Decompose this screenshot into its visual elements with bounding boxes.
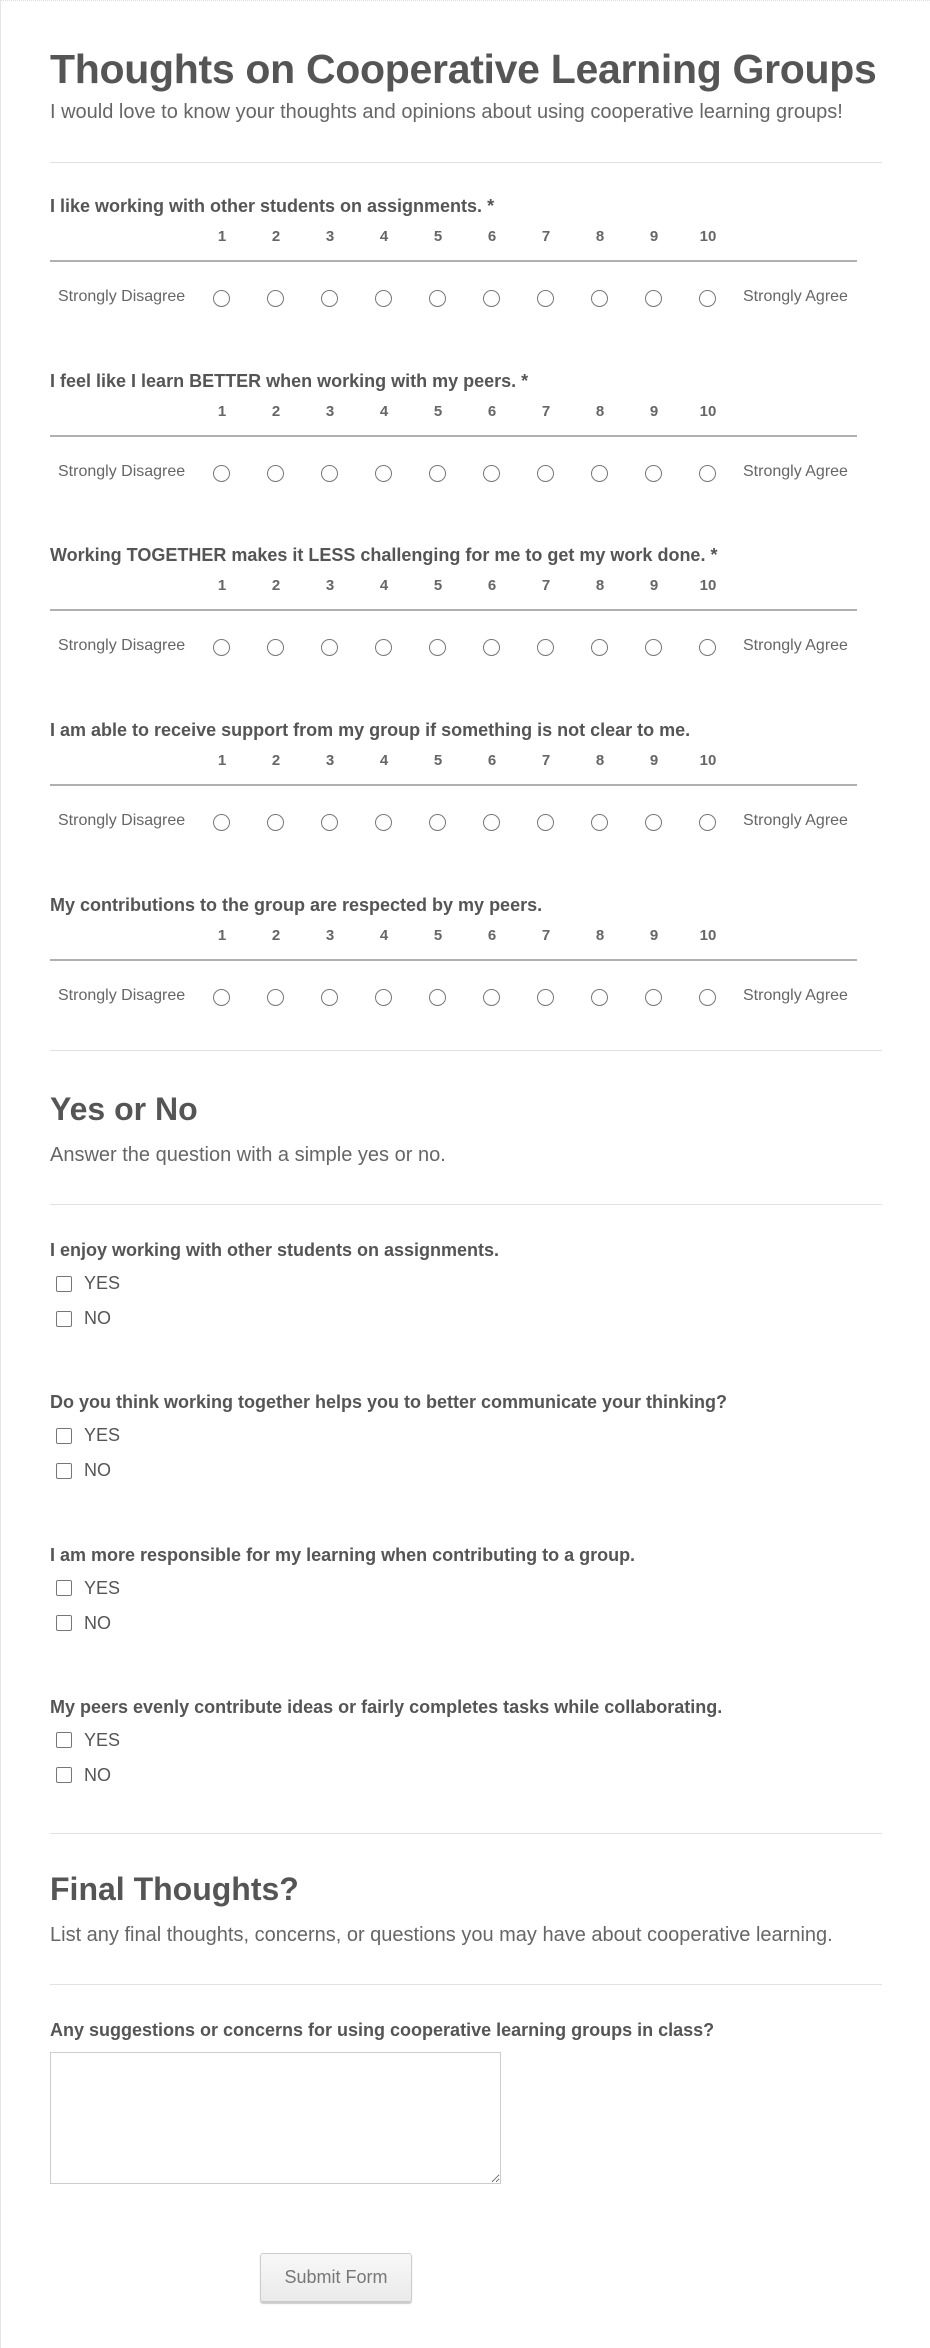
question-label: I like working with other students on assignments. * — [50, 196, 495, 216]
rating-radio-4[interactable] — [375, 465, 392, 482]
question-label: My contributions to the group are respected by my peers. — [50, 894, 543, 915]
scale-number: 1 — [217, 402, 227, 420]
divider — [50, 162, 882, 163]
rating-radio-2[interactable] — [267, 465, 284, 482]
submit-button[interactable]: Submit Form — [260, 2253, 412, 2302]
rating-radio-10[interactable] — [699, 290, 716, 307]
scale-number: 8 — [595, 402, 605, 420]
option-label: YES — [84, 1425, 121, 1446]
option-yes[interactable] — [56, 1578, 120, 1599]
rating-radio-5[interactable] — [429, 814, 446, 831]
rating-radio-6[interactable] — [483, 639, 500, 656]
divider — [50, 1204, 882, 1205]
scale-number: 3 — [325, 402, 335, 420]
scale-number: 1 — [217, 752, 227, 770]
scale-rule — [50, 784, 857, 786]
rating-radio-10[interactable] — [699, 465, 716, 482]
rating-radio-2[interactable] — [267, 814, 284, 831]
rating-radio-3[interactable] — [321, 290, 338, 307]
option-label: NO — [84, 1612, 111, 1633]
yes-no-question — [50, 1238, 880, 1338]
scale-number: 9 — [649, 577, 659, 595]
rating-radio-5[interactable] — [429, 465, 446, 482]
scale-number: 4 — [379, 926, 389, 944]
rating-radio-7[interactable] — [537, 290, 554, 307]
scale-number: 6 — [487, 228, 497, 245]
scale-numbers — [50, 577, 860, 597]
scale-number: 5 — [433, 752, 443, 770]
rating-radio-4[interactable] — [375, 290, 392, 307]
rating-radio-1[interactable] — [213, 290, 230, 307]
option-yes[interactable] — [56, 1425, 120, 1446]
scale-number: 1 — [217, 228, 227, 245]
scale-number: 2 — [271, 228, 281, 245]
min-label: Strongly Disagree — [58, 986, 186, 1004]
yes-no-question — [50, 1543, 880, 1643]
question-label: Do you think working together helps you to better communicate your thinking? — [50, 1392, 728, 1413]
scale-number: 7 — [541, 926, 551, 944]
option-label: YES — [84, 1577, 121, 1598]
rating-radio-8[interactable] — [591, 465, 608, 482]
rating-radio-4[interactable] — [375, 989, 392, 1006]
scale-number: 9 — [649, 228, 659, 245]
yes-no-question — [50, 1390, 880, 1490]
rating-radio-4[interactable] — [375, 814, 392, 831]
checkbox[interactable] — [56, 1767, 72, 1783]
min-label: Strongly Disagree — [58, 462, 186, 480]
scale-number: 10 — [699, 228, 717, 245]
scale-number: 2 — [271, 752, 281, 770]
rating-radio-3[interactable] — [321, 989, 338, 1006]
scale-number: 9 — [649, 402, 659, 420]
yes-no-question — [50, 1695, 880, 1795]
rating-radio-9[interactable] — [645, 465, 662, 482]
rating-radio-5[interactable] — [429, 639, 446, 656]
checkbox[interactable] — [56, 1580, 72, 1596]
scale-numbers — [50, 403, 860, 423]
suggestions-textarea[interactable] — [50, 2052, 501, 2184]
option-yes[interactable] — [56, 1273, 120, 1294]
question-label: Working TOGETHER makes it LESS challenging for me to get my work done. * — [50, 545, 718, 566]
scale-number: 5 — [433, 402, 443, 420]
scale-rule — [50, 959, 857, 961]
section-title-final: Final Thoughts? — [50, 1871, 299, 1907]
max-label: Strongly Agree — [743, 812, 848, 830]
option-no[interactable] — [56, 1613, 111, 1634]
section-description-final: List any final thoughts, concerns, or questions you may have about cooperative learning. — [50, 1924, 833, 1946]
rating-radio-5[interactable] — [429, 989, 446, 1006]
rating-radio-9[interactable] — [645, 814, 662, 831]
scale-number: 8 — [595, 752, 605, 770]
rating-radio-9[interactable] — [645, 639, 662, 656]
option-label: NO — [84, 1460, 111, 1481]
rating-radio-9[interactable] — [645, 290, 662, 307]
option-label: YES — [84, 1729, 121, 1750]
scale-number: 7 — [541, 402, 551, 420]
rating-radio-1[interactable] — [213, 989, 230, 1006]
scale-number: 7 — [541, 752, 551, 770]
checkbox[interactable] — [56, 1276, 72, 1292]
rating-radio-7[interactable] — [537, 465, 554, 482]
scale-rule — [50, 435, 857, 437]
rating-radio-10[interactable] — [699, 639, 716, 656]
scale-number: 8 — [595, 926, 605, 944]
rating-radio-6[interactable] — [483, 465, 500, 482]
scale-number: 4 — [379, 577, 389, 595]
scale-number: 10 — [699, 752, 717, 770]
rating-radio-7[interactable] — [537, 639, 554, 656]
scale-number: 6 — [487, 926, 497, 944]
option-no[interactable] — [56, 1765, 111, 1786]
scale-number: 6 — [487, 402, 497, 420]
option-label: NO — [84, 1308, 111, 1328]
scale-number: 3 — [325, 577, 335, 595]
scale-number: 10 — [699, 402, 717, 420]
divider — [50, 1050, 882, 1051]
section-description-yes-no: Answer the question with a simple yes or no. — [50, 1144, 446, 1166]
rating-radio-9[interactable] — [645, 989, 662, 1006]
divider — [50, 1984, 882, 1985]
option-label: YES — [84, 1273, 121, 1293]
max-label: Strongly Agree — [743, 462, 848, 480]
rating-question — [50, 718, 880, 848]
scale-number: 2 — [271, 926, 281, 944]
section-title-yes-no: Yes or No — [50, 1091, 198, 1127]
question-label: I enjoy working with other students on assignments. — [50, 1240, 500, 1260]
option-label: NO — [84, 1764, 111, 1785]
scale-number: 7 — [541, 228, 551, 245]
scale-numbers — [50, 752, 860, 772]
max-label: Strongly Agree — [743, 637, 848, 655]
rating-radio-4[interactable] — [375, 639, 392, 656]
rating-radio-7[interactable] — [537, 814, 554, 831]
scale-number: 3 — [325, 752, 335, 770]
rating-radio-2[interactable] — [267, 639, 284, 656]
question-label: Any suggestions or concerns for using cooperative learning groups in class? — [50, 2020, 715, 2040]
rating-radio-5[interactable] — [429, 290, 446, 307]
rating-radio-8[interactable] — [591, 639, 608, 656]
rating-radio-2[interactable] — [267, 989, 284, 1006]
rating-radio-3[interactable] — [321, 639, 338, 656]
rating-question — [50, 893, 880, 1023]
scale-numbers — [50, 228, 860, 248]
min-label: Strongly Disagree — [58, 812, 186, 830]
checkbox[interactable] — [56, 1732, 72, 1748]
scale-number: 5 — [433, 577, 443, 595]
rating-radio-3[interactable] — [321, 465, 338, 482]
rating-radio-1[interactable] — [213, 639, 230, 656]
scale-number: 10 — [699, 926, 717, 944]
scale-rule — [50, 260, 857, 262]
form-description: I would love to know your thoughts and opinions about using cooperative learning groups! — [50, 101, 843, 123]
rating-radio-8[interactable] — [591, 814, 608, 831]
scale-numbers — [50, 927, 860, 947]
question-label: I am more responsible for my learning when contributing to a group. — [50, 1544, 636, 1565]
max-label: Strongly Agree — [743, 986, 848, 1004]
scale-number: 6 — [487, 752, 497, 770]
question-label: My peers evenly contribute ideas or fairly completes tasks while collaborating. — [50, 1696, 723, 1717]
scale-number: 10 — [699, 577, 717, 595]
scale-number: 5 — [433, 926, 443, 944]
scale-number: 3 — [325, 926, 335, 944]
rating-radio-8[interactable] — [591, 989, 608, 1006]
rating-radio-6[interactable] — [483, 290, 500, 307]
checkbox[interactable] — [56, 1428, 72, 1444]
scale-number: 7 — [541, 577, 551, 595]
rating-radio-10[interactable] — [699, 814, 716, 831]
scale-number: 4 — [379, 402, 389, 420]
option-no[interactable] — [56, 1308, 111, 1329]
rating-question — [50, 543, 880, 673]
checkbox[interactable] — [56, 1463, 72, 1479]
rating-radio-6[interactable] — [483, 989, 500, 1006]
option-no[interactable] — [56, 1460, 111, 1481]
rating-question — [50, 194, 880, 324]
scale-rule — [50, 609, 857, 611]
max-label: Strongly Agree — [743, 288, 848, 305]
rating-radio-8[interactable] — [591, 290, 608, 307]
scale-number: 1 — [217, 926, 227, 944]
scale-number: 4 — [379, 752, 389, 770]
rating-radio-1[interactable] — [213, 814, 230, 831]
min-label: Strongly Disagree — [58, 288, 186, 305]
rating-radio-2[interactable] — [267, 290, 284, 307]
scale-number: 2 — [271, 577, 281, 595]
scale-number: 3 — [325, 228, 335, 245]
scale-number: 9 — [649, 926, 659, 944]
question-label: I am able to receive support from my group if something is not clear to me. — [50, 720, 691, 741]
question-label: I feel like I learn BETTER when working with my peers. * — [50, 370, 529, 391]
rating-radio-1[interactable] — [213, 465, 230, 482]
rating-radio-3[interactable] — [321, 814, 338, 831]
scale-number: 2 — [271, 402, 281, 420]
scale-number: 6 — [487, 577, 497, 595]
rating-radio-10[interactable] — [699, 989, 716, 1006]
scale-number: 1 — [217, 577, 227, 595]
checkbox[interactable] — [56, 1311, 72, 1327]
scale-number: 8 — [595, 577, 605, 595]
scale-number: 4 — [379, 228, 389, 245]
rating-radio-7[interactable] — [537, 989, 554, 1006]
scale-number: 9 — [649, 752, 659, 770]
min-label: Strongly Disagree — [58, 637, 186, 655]
option-yes[interactable] — [56, 1730, 120, 1751]
rating-radio-6[interactable] — [483, 814, 500, 831]
divider — [50, 1833, 882, 1834]
scale-number: 5 — [433, 228, 443, 245]
form-title: Thoughts on Cooperative Learning Groups — [50, 46, 877, 92]
scale-number: 8 — [595, 228, 605, 245]
rating-question — [50, 369, 880, 499]
checkbox[interactable] — [56, 1615, 72, 1631]
